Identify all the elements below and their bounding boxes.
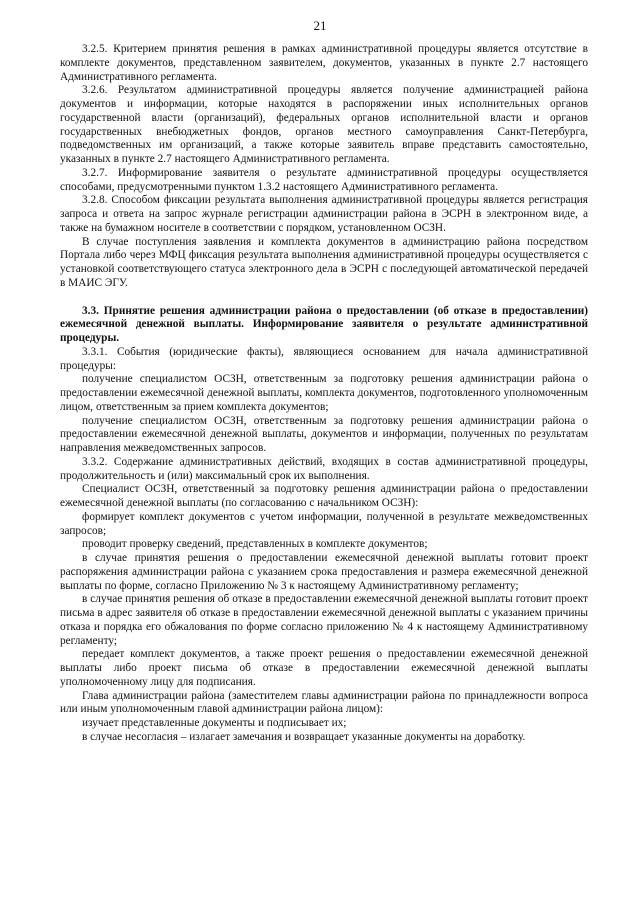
paragraph-3-2-7: 3.2.7. Информирование заявителя о результате административной процедуры осуществляется способами, предусмотренными пунктом 1.3.2 настоящего Административного регламента. <box>60 166 588 193</box>
paragraph-3-2-6: 3.2.6. Результатом административной процедуры является получение администрацией района документов и информации, которые находятся в распоряжении иных исполнительных органов государственной власти (организаций), федеральных органов исполнительной власти и органов государственных внебюджетных фондов, органов местного самоуправления Санкт-Петербурга, подведомственных им организаций, а также которые заявитель вправе представить самостоятельно, указанных в пункте 2.7 настоящего Административного регламента. <box>60 84 588 165</box>
paragraph-portal-mfc: В случае поступления заявления и комплекта документов в администрацию района посредством Портала либо через МФЦ фиксация результата выполнения административной процедуры осуществляется с установкой соответствующего статуса электронного дела в ЭСРН с последующей автоматической передачей в МАИС ЭГУ. <box>60 235 588 289</box>
paragraph-specialist: Специалист ОСЗН, ответственный за подготовку решения администрации района о предоставлении ежемесячной денежной выплаты (по согласованию с начальником ОСЗН): <box>60 483 588 509</box>
list-item: формирует комплект документов с учетом информации, полученной в результате межведомственных запросов; <box>60 510 588 537</box>
list-item: изучает представленные документы и подписывает их; <box>82 717 347 729</box>
list-item: в случае принятия решения об отказе в предоставлении ежемесячной денежной выплаты готовит проект письма в адрес заявителя об отказе в предоставлении ежемесячной денежной выплаты с указанием причины отказа и порядка его обжалования по форме согласно приложению № 4 к настоящему Административному регламенту; <box>60 593 588 647</box>
list-item: в случае несогласия – излагает замечания и возвращает указанные документы на доработку. <box>82 730 526 743</box>
list-item: проводит проверку сведений, представленных в комплекте документов; <box>82 538 428 551</box>
list-item: в случае принятия решения о предоставлении ежемесячной денежной выплаты готовит проект распоряжения администрации района с указанием срока предоставления и размера ежемесячной денежной выплаты по форме, согласно Приложению № 3 к настоящему Административному регламенту; <box>60 552 588 592</box>
paragraph-head-of-administration: Глава администрации района (заместителем главы администрации района по принадлежности вопроса или иным уполномоченным главой администрации района лицом): <box>60 689 588 716</box>
list-item: получение специалистом ОСЗН, ответственным за подготовку решения администрации района о предоставлении ежемесячной денежной выплаты, документов и информации, полученных по результатам направления межведомственных запросов. <box>60 414 588 454</box>
paragraph-3-3-2: 3.3.2. Содержание административных действий, входящих в состав административной процедуры, продолжительность и (или) максимальный срок их выполнения. <box>60 455 588 482</box>
paragraph-3-2-8: 3.2.8. Способом фиксации результата выполнения административной процедуры является регистрация запроса и ответа на запрос журнале регистрации администрации района в ЭСРН в электронном виде, а также на бумажном носителе в соответствии с порядком, установленном ОСЗН. <box>60 194 588 234</box>
section-heading-3-3: 3.3. Принятие решения администрации района о предоставлении (об отказе в предоставлении) ежемесячной денежной выплаты. Информирование заявителя о результате административной процедуры. <box>60 304 588 344</box>
list-item: получение специалистом ОСЗН, ответственным за подготовку решения администрации района о предоставлении ежемесячной денежной выплаты, комплекта документов, подготовленного уполномоченным лицом, ответственным за прием комплекта документов; <box>60 373 588 413</box>
document-body <box>60 43 588 745</box>
list-item: передает комплект документов, а также проект решения о предоставлении ежемесячной денежной выплаты либо проект письма об отказе в предоставлении ежемесячной денежной выплаты уполномоченному лицу для подписания. <box>60 648 588 688</box>
paragraph-3-2-5: 3.2.5. Критерием принятия решения в рамках административной процедуры является отсутствие в комплекте документов, представленном заявителем, документов, указанных в пункте 2.7 настоящего Административного регламента. <box>60 43 588 83</box>
page-number: 21 <box>313 18 327 33</box>
paragraph-3-3-1: 3.3.1. События (юридические факты), являющиеся основанием для начала административной процедуры: <box>60 345 588 372</box>
